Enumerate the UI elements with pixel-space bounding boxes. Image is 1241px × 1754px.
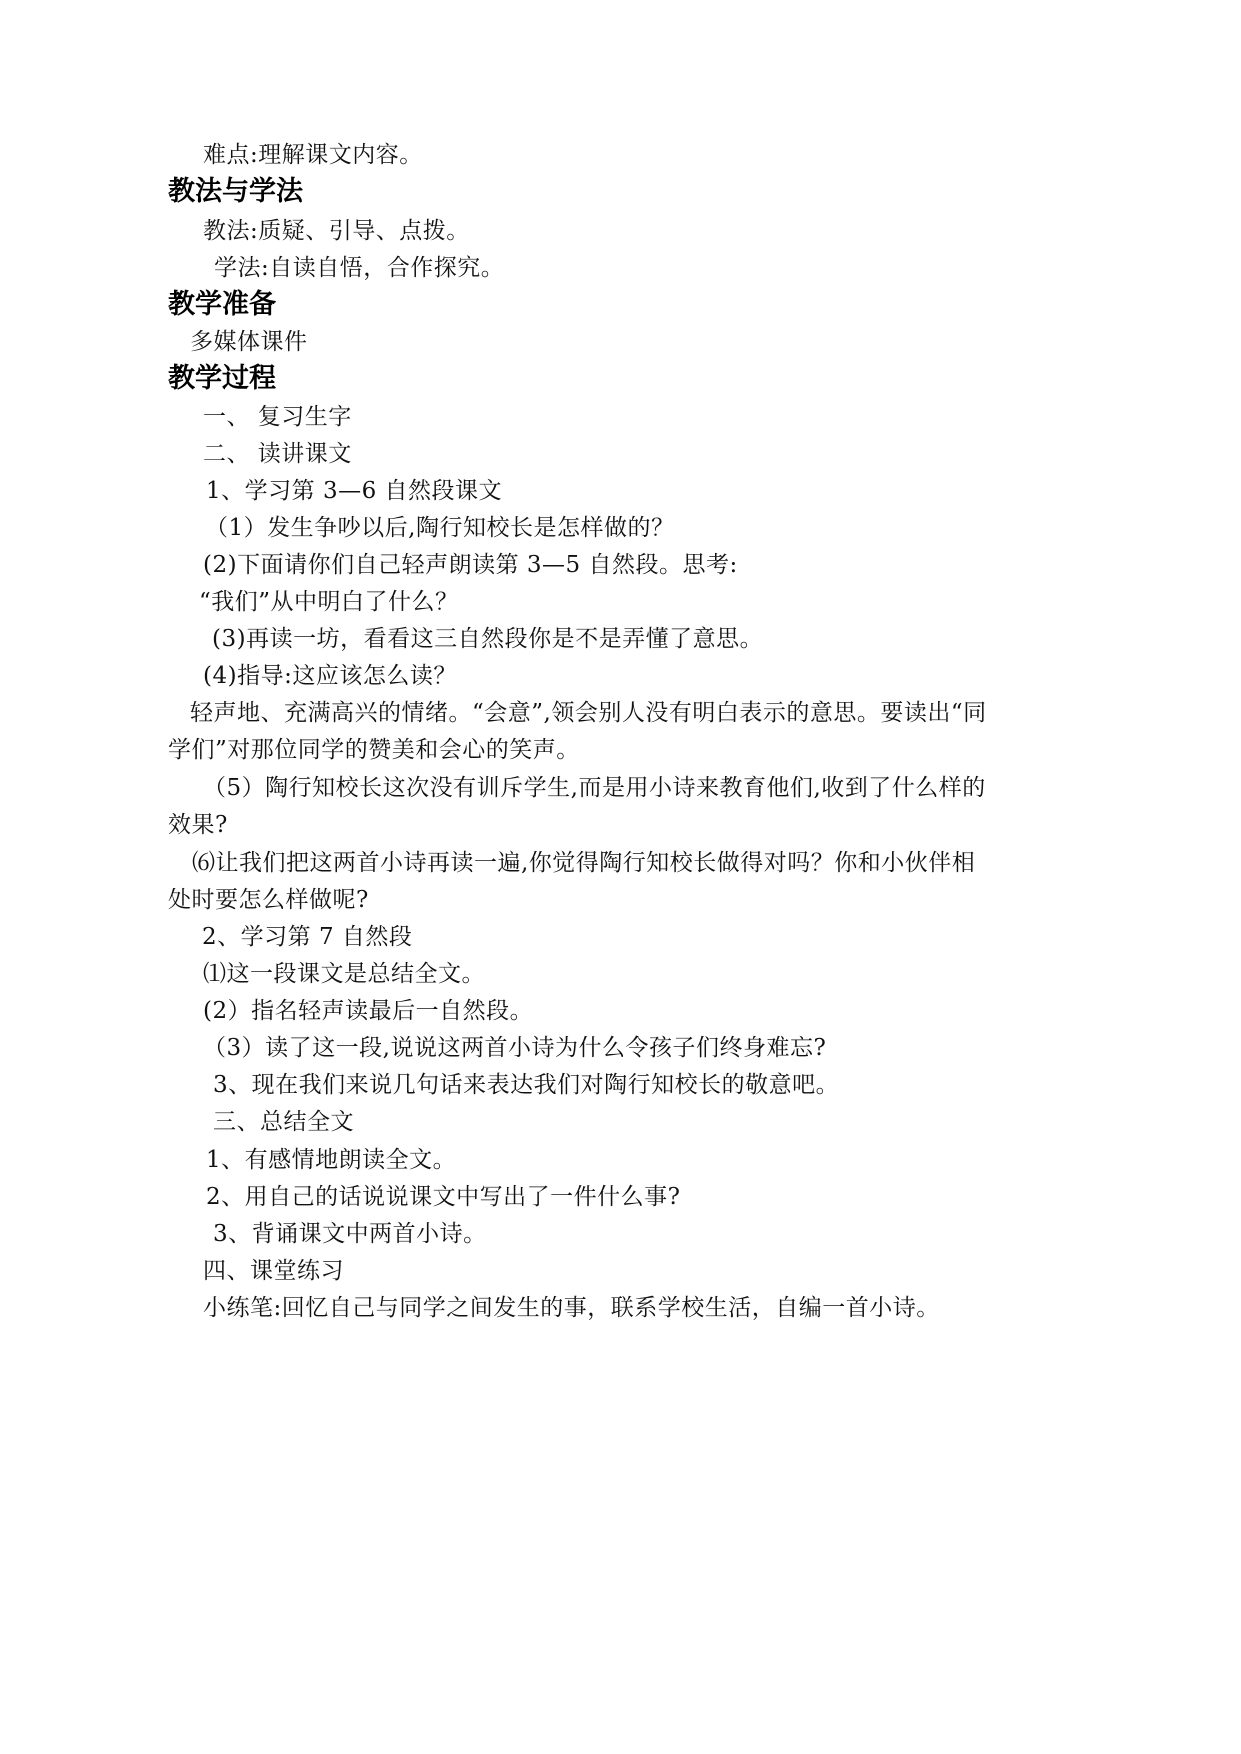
- sub-3-line: 3、现在我们来说几句话来表达我们对陶行知校长的敬意吧。: [213, 1072, 840, 1098]
- summary-2-line: 2、用自己的话说说课文中写出了一件什么事?: [206, 1184, 681, 1210]
- step-3-line: 三、总结全文: [213, 1109, 354, 1135]
- heading-process: 教学过程: [168, 363, 276, 394]
- question-2-line: (2)下面请你们自己轻声朗读第 3—5 自然段。思考:: [203, 552, 738, 578]
- summary-1-line: 1、有感情地朗读全文。: [206, 1147, 457, 1173]
- learn-method-line: 学法:自读自悟，合作探究。: [214, 255, 505, 281]
- heading-prep: 教学准备: [168, 289, 276, 320]
- question-5-line-b: 效果?: [168, 812, 228, 838]
- step-2-line: 二、 读讲课文: [203, 441, 352, 467]
- exercise-line: 小练笔:回忆自己与同学之间发生的事，联系学校生活，自编一首小诗。: [203, 1295, 940, 1321]
- summary-3-line: 3、背诵课文中两首小诗。: [213, 1221, 487, 1247]
- question-6-line-a: ⑹让我们把这两首小诗再读一遍,你觉得陶行知校长做得对吗？你和小伙伴相: [192, 850, 976, 876]
- point-3-line: （3）读了这一段,说说这两首小诗为什么令孩子们终身难忘?: [203, 1035, 827, 1061]
- point-1-line: ⑴这一段课文是总结全文。: [203, 961, 485, 987]
- point-2-line: (2）指名轻声读最后一自然段。: [203, 998, 534, 1024]
- question-1-line: （1）发生争吵以后,陶行知校长是怎样做的？: [205, 515, 675, 541]
- step-4-line: 四、课堂练习: [203, 1258, 344, 1284]
- question-3-line: (3)再读一坊，看看这三自然段你是不是弄懂了意思。: [212, 626, 764, 652]
- guide-line-1: 轻声地、充满高兴的情绪。“会意”,领会别人没有明白表示的意思。要读出“同: [190, 700, 987, 726]
- question-2b-line: “我们”从中明白了什么？: [199, 589, 459, 615]
- teach-method-line: 教法:质疑、引导、点拨。: [203, 218, 470, 244]
- heading-methods: 教法与学法: [168, 176, 303, 207]
- difficulty-line: 难点:理解课文内容。: [203, 142, 423, 168]
- sub-2-line: 2、学习第 7 自然段: [202, 924, 413, 950]
- question-5-line-a: （5）陶行知校长这次没有训斥学生,而是用小诗来教育他们,收到了什么样的: [203, 775, 986, 801]
- step-1-line: 一、 复习生字: [203, 404, 352, 430]
- sub-1-line: 1、学习第 3—6 自然段课文: [206, 478, 503, 504]
- question-6-line-b: 处时要怎么样做呢?: [168, 887, 369, 913]
- question-4-line: (4)指导:这应该怎么读？: [203, 663, 457, 689]
- prep-item-line: 多媒体课件: [190, 329, 308, 355]
- guide-line-2: 学们”对那位同学的赞美和会心的笑声。: [168, 737, 580, 763]
